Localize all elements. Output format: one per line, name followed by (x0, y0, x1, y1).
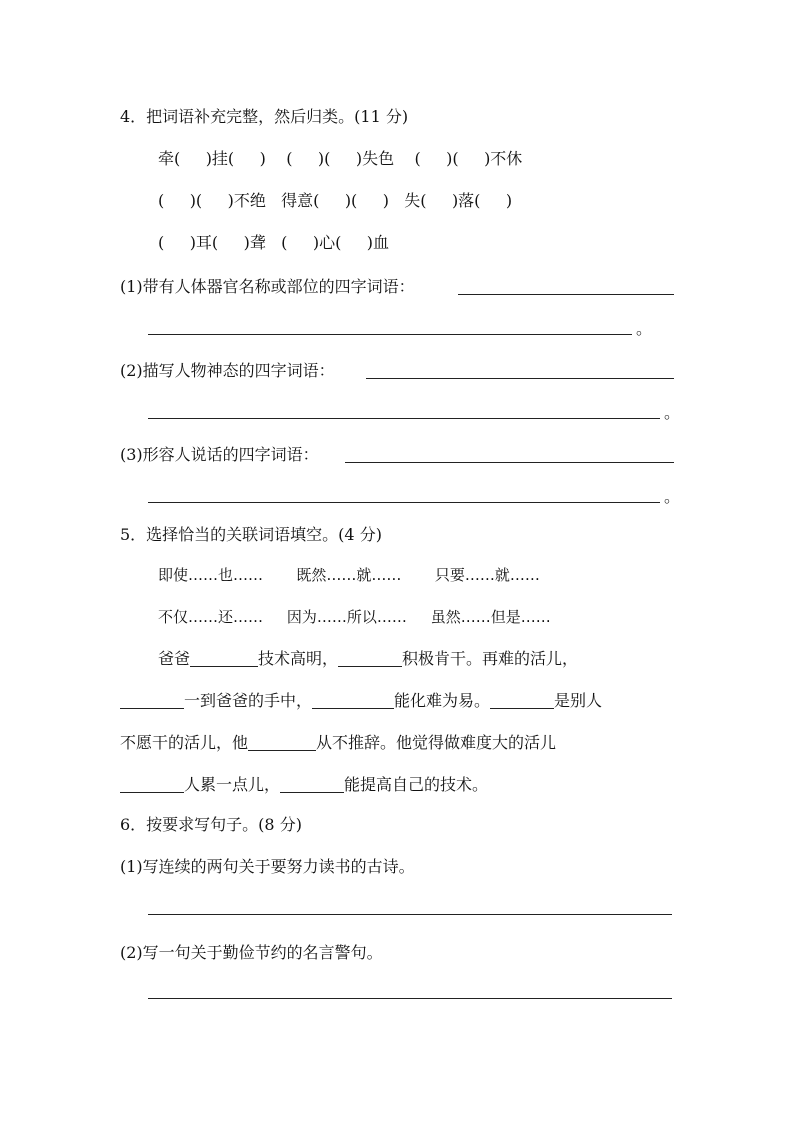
conjunction-option: 不仅……还…… (158, 608, 264, 626)
q4-sub1-prompt: (1)带有人体器官名称或部位的四字词语： (120, 277, 415, 296)
idiom-6: 失( )落( ) (404, 191, 513, 210)
q4-idiom-row-1 (158, 148, 522, 170)
conjunction-option: 即使……也…… (158, 566, 264, 584)
answer-line-q4-3a[interactable] (345, 462, 674, 463)
conjunction-option: 因为……所以…… (286, 608, 407, 626)
q4-sub2-period: 。 (664, 403, 681, 422)
answer-line-q4-3b[interactable] (148, 502, 660, 503)
conjunction-option: 虽然……但是…… (430, 608, 551, 626)
fill-blank-1[interactable] (190, 650, 258, 667)
answer-line-q4-2b[interactable] (148, 418, 660, 419)
fill-blank-6[interactable] (248, 734, 316, 751)
q5-paragraph-line-2: 一到爸爸的手中， 能化难为易。 是别人 (120, 690, 602, 712)
q4-sub3-period: 。 (664, 487, 681, 506)
q5-paragraph-line-3: 不愿干的活儿，他 从不推辞。他觉得做难度大的活儿 (120, 733, 557, 752)
q4-idiom-row-3 (158, 232, 389, 254)
q6-sub1-prompt: (1)写连续的两句关于要努力读书的古诗。 (120, 857, 415, 876)
q4-sub3-prompt: (3)形容人说话的四字词语： (120, 445, 319, 464)
idiom-8: ( )心( )血 (281, 233, 390, 252)
q5-paragraph-line-4: 人累一点儿， 能提高自己的技术。 (120, 774, 488, 796)
q6-sub2-prompt: (2)写一句关于勤俭节约的名言警句。 (120, 943, 383, 962)
q4-heading: 4．把词语补充完整，然后归类。(11 分) (120, 107, 409, 126)
fill-blank-3[interactable] (120, 692, 184, 709)
fill-blank-7[interactable] (120, 776, 184, 793)
answer-line-q4-1b[interactable] (148, 334, 632, 335)
q5-paragraph-line-1: 爸爸 技术高明， 积极肯干。再难的活儿， (158, 649, 579, 668)
q4-sub2-prompt: (2)描写人物神态的四字词语： (120, 361, 335, 380)
idiom-3: ( )( )不休 (414, 149, 523, 168)
idiom-1: 牵( )挂( ) (158, 149, 266, 168)
fill-blank-5[interactable] (490, 692, 554, 709)
conjunction-option: 既然……就…… (296, 566, 402, 584)
idiom-4: ( )( )不绝 (158, 191, 266, 210)
conjunction-option: 只要……就…… (434, 566, 540, 584)
fill-blank-4[interactable] (312, 692, 394, 709)
answer-line-q4-1a[interactable] (458, 294, 674, 295)
answer-line-q6-1[interactable] (148, 914, 672, 915)
q4-sub1-period: 。 (636, 319, 653, 338)
q4-idiom-row-2 (158, 190, 512, 212)
q5-option-row-1 (158, 564, 540, 586)
answer-line-q4-2a[interactable] (366, 378, 674, 379)
q5-option-row-2 (158, 606, 551, 628)
q5-heading: 5．选择恰当的关联词语填空。(4 分) (120, 525, 382, 544)
fill-blank-2[interactable] (338, 650, 402, 667)
idiom-2: ( )( )失色 (286, 149, 395, 168)
idiom-5: 得意( )( ) (281, 191, 389, 210)
answer-line-q6-2[interactable] (148, 998, 672, 999)
q6-heading: 6．按要求写句子。(8 分) (120, 815, 302, 834)
fill-blank-8[interactable] (280, 776, 344, 793)
idiom-7: ( )耳( )聋 (158, 233, 266, 252)
